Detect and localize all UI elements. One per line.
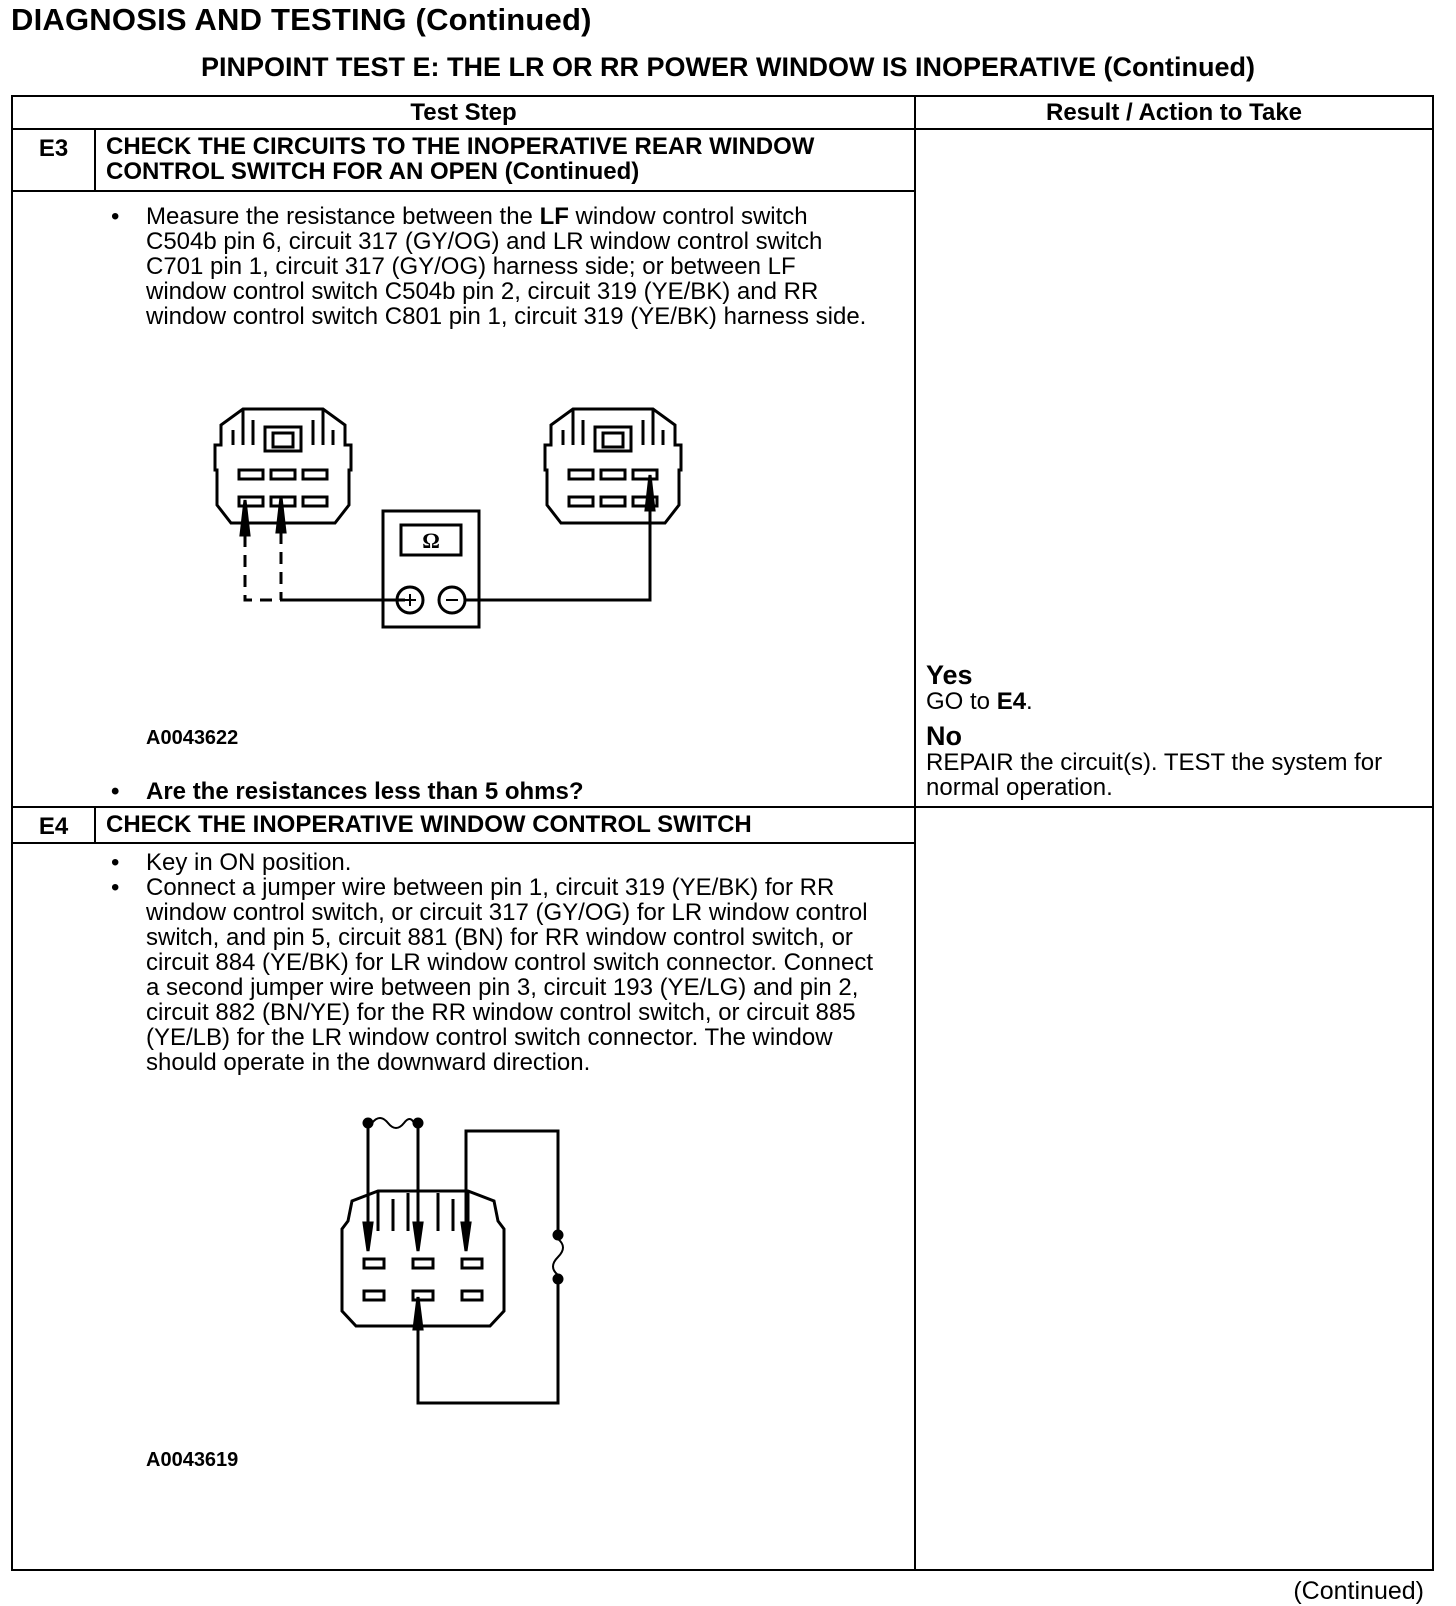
step-e3-instructions xyxy=(13,192,914,329)
col-header-test-step: Test Step xyxy=(12,96,915,129)
result-yes-label: Yes xyxy=(926,660,973,690)
page-title: DIAGNOSIS AND TESTING (Continued) xyxy=(11,2,592,37)
probe-tip xyxy=(414,1223,422,1251)
step-id: E3 xyxy=(13,130,96,190)
probe-tip xyxy=(462,1223,470,1251)
result-no-label: No xyxy=(926,721,962,751)
step-title-line: CHECK THE CIRCUITS TO THE INOPERATIVE REAR WINDOW xyxy=(106,133,815,160)
fuse-symbol xyxy=(372,1118,414,1128)
jumper-wire-diagram xyxy=(338,1111,598,1411)
window-switch-connector xyxy=(342,1191,504,1326)
diagnosis-table xyxy=(11,95,1434,1571)
step-title: CHECK THE INOPERATIVE WINDOW CONTROL SWITCH xyxy=(106,811,752,838)
step-row-e3 xyxy=(12,129,1433,807)
step-row-e4 xyxy=(12,807,1433,1570)
lr-rr-switch-connector xyxy=(545,409,681,523)
pinpoint-test-title: PINPOINT TEST E: THE LR OR RR POWER WINDOW IS INOPERATIVE (Continued) xyxy=(201,52,1255,82)
step-id: E4 xyxy=(13,808,96,842)
step-e3-header xyxy=(13,130,914,192)
result-yes-action: GO to E4. xyxy=(926,688,1033,715)
probe-tip xyxy=(277,497,285,532)
question-item: • Are the resistances less than 5 ohms? xyxy=(13,778,914,806)
step-e3-result xyxy=(926,661,1432,800)
list-item: • Measure the resistance between the LF window control switch C504b pin 6, circuit 317 (GY/OG) and LR window control switch C701 pin 1, circuit 317 (GY/OG) harness side; or between LF window control switch C504b pin 2, circuit 319 (YE/BK) and RR window control switch C801 pin 1, circuit 319 (YE/BK) harness side. xyxy=(13,204,874,329)
step-e3-result-cell xyxy=(915,129,1433,807)
result-no-action: REPAIR the circuit(s). TEST the system for normal operation. xyxy=(926,749,1383,801)
fuse-symbol xyxy=(553,1239,563,1275)
col-header-result: Result / Action to Take xyxy=(915,96,1433,129)
step-title-line: CONTROL SWITCH FOR AN OPEN (Continued) xyxy=(106,158,640,185)
step-title xyxy=(96,130,914,190)
probe-tip xyxy=(414,1297,422,1329)
connector-resistance-diagram xyxy=(203,405,763,695)
probe-tip xyxy=(364,1223,372,1251)
step-e4-result-cell xyxy=(915,807,1433,1570)
step-e3-question xyxy=(13,778,914,806)
list-item: • Key in ON position. xyxy=(13,850,874,875)
table-header-row xyxy=(12,96,1433,129)
jumper-wire-2 xyxy=(418,1131,558,1403)
continued-label: (Continued) xyxy=(1293,1577,1424,1605)
list-item: • Connect a jumper wire between pin 1, circuit 319 (YE/BK) for RR window control switch, or circuit 317 (GY/OG) for LR window control switch, and pin 5, circuit 881 (BN) for RR window control switch, or circuit 884 (YE/BK) for LR window control switch connector. Connect a second jumper wire between pin 3, circuit 193 (YE/LG) and pin 2, circuit 882 (BN/YE) for the RR window control switch, or circuit 885 (YE/LB) for the LR window control switch connector. The window should operate in the downward direction. xyxy=(13,875,874,1075)
dashed-lead xyxy=(245,532,281,600)
figure-id: A0043619 xyxy=(146,1449,239,1471)
step-e4-cell xyxy=(12,807,915,1570)
step-e3-cell xyxy=(12,129,915,807)
ohm-symbol: Ω xyxy=(422,528,440,553)
ohmmeter xyxy=(383,511,479,627)
step-e4-header xyxy=(13,808,914,844)
figure-id: A0043622 xyxy=(146,727,239,749)
step-e4-instructions xyxy=(13,844,914,1075)
